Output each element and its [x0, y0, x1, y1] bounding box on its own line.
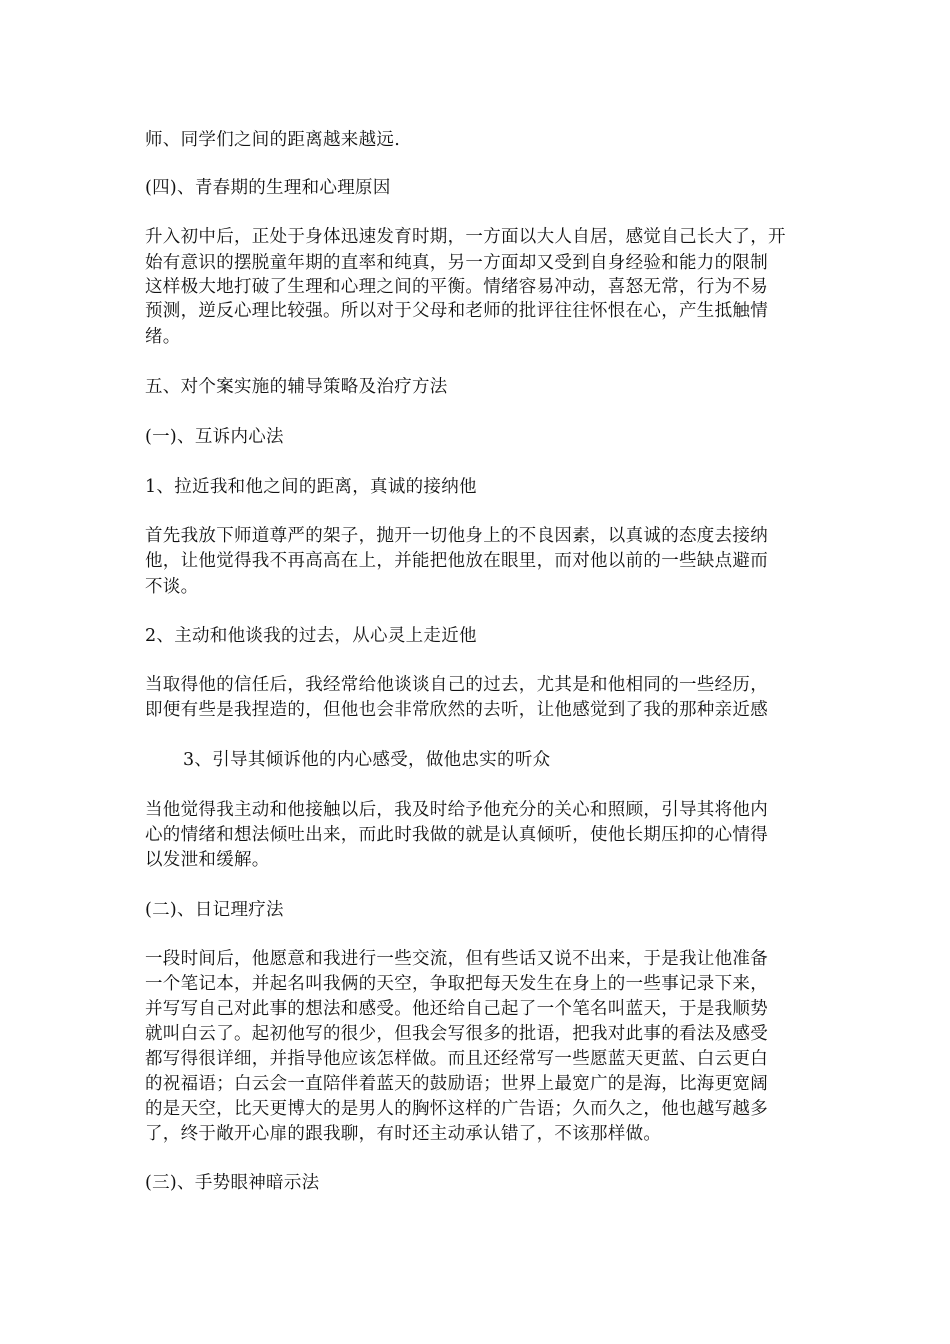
- text-line: 的是天空，比天更博大的是男人的胸怀这样的广告语；久而久之，他也越写越多: [145, 1099, 768, 1119]
- text-line: 都写得很详细，并指导他应该怎样做。而且还经常写一些愿蓝天更蓝、白云更白: [145, 1049, 768, 1069]
- subsection-heading: 3、引导其倾诉他的内心感受，做他忠实的听众: [183, 750, 551, 770]
- text-line: 以发泄和缓解。: [145, 850, 270, 870]
- text-line: 一段时间后，他愿意和我进行一些交流，但有些话又说不出来，于是我让他准备: [145, 949, 768, 969]
- text-line: 升入初中后，正处于身体迅速发育时期，一方面以大人自居，感觉自己长大了，开: [145, 227, 786, 247]
- section-heading: (一)、互诉内心法: [145, 427, 284, 447]
- text-line: 他，让他觉得我不再高高在上，并能把他放在眼里，而对他以前的一些缺点避而: [145, 551, 768, 571]
- text-line: 首先我放下师道尊严的架子，抛开一切他身上的不良因素，以真诚的态度去接纳: [145, 526, 768, 546]
- text-line: 预测，逆反心理比较强。所以对于父母和老师的批评往往怀恨在心，产生抵触情: [145, 301, 768, 321]
- section-heading: (二)、日记理疗法: [145, 900, 284, 920]
- section-heading: 五、对个案实施的辅导策略及治疗方法: [145, 377, 448, 397]
- text-line: 即便有些是我捏造的，但他也会非常欣然的去听，让他感觉到了我的那种亲近感: [145, 700, 768, 720]
- text-line: 并写写自己对此事的想法和感受。他还给自己起了一个笔名叫蓝天，于是我顺势: [145, 999, 768, 1019]
- text-line: 一个笔记本，并起名叫我俩的天空，争取把每天发生在身上的一些事记录下来，: [145, 974, 768, 994]
- text-line: 这样极大地打破了生理和心理之间的平衡。情绪容易冲动，喜怒无常，行为不易: [145, 277, 768, 297]
- text-line: 心的情绪和想法倾吐出来，而此时我做的就是认真倾听，使他长期压抑的心情得: [145, 825, 768, 845]
- section-heading: (四)、青春期的生理和心理原因: [145, 178, 391, 198]
- text-line: 了，终于敞开心扉的跟我聊，有时还主动承认错了，不该那样做。: [145, 1124, 662, 1144]
- section-heading: (三)、手势眼神暗示法: [145, 1173, 320, 1193]
- text-line: 就叫白云了。起初他写的很少，但我会写很多的批语，把我对此事的看法及感受: [145, 1024, 768, 1044]
- subsection-heading: 2、主动和他谈我的过去，从心灵上走近他: [145, 626, 477, 646]
- text-line: 始有意识的摆脱童年期的直率和纯真，另一方面却又受到自身经验和能力的限制: [145, 253, 768, 273]
- text-line: 绪。: [145, 327, 181, 347]
- text-line: 的祝福语；白云会一直陪伴着蓝天的鼓励语；世界上最宽广的是海，比海更宽阔: [145, 1074, 768, 1094]
- text-line: 当取得他的信任后，我经常给他谈谈自己的过去，尤其是和他相同的一些经历，: [145, 675, 768, 695]
- text-line: 当他觉得我主动和他接触以后，我及时给予他充分的关心和照顾，引导其将他内: [145, 800, 768, 820]
- text-line: 不谈。: [145, 577, 199, 597]
- subsection-heading: 1、拉近我和他之间的距离，真诚的接纳他: [145, 477, 477, 497]
- text-line: 师、同学们之间的距离越来越远.: [145, 130, 401, 150]
